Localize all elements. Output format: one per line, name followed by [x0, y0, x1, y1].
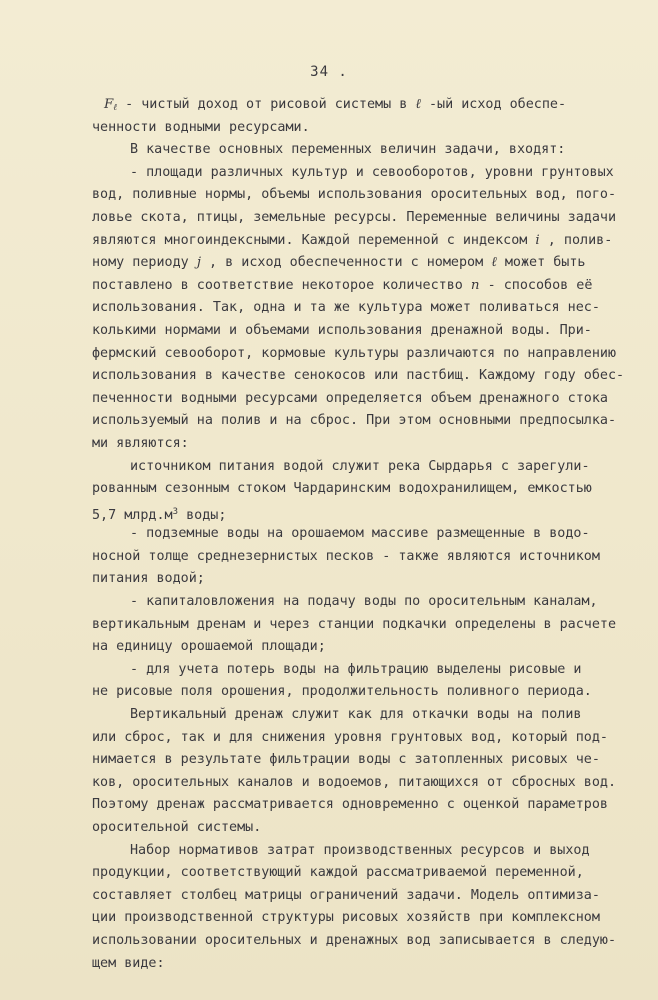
- math-variable: ℓ: [415, 97, 421, 112]
- text-run: Набор нормативов затрат производственных ресурсов и выход: [130, 842, 590, 858]
- text-run: на единицу орошаемой площади;: [92, 639, 326, 655]
- text-run: , полив-: [539, 232, 613, 248]
- text-run: вод, поливные нормы, объемы использования оросительных вод, пого-: [92, 187, 617, 203]
- text-line: [0, 343, 658, 366]
- page-number: 34 .: [310, 64, 348, 80]
- text-line: [0, 749, 658, 772]
- text-line: [0, 591, 658, 614]
- math-variable: j: [196, 255, 201, 271]
- text-line: [0, 297, 658, 320]
- math-variable: i: [535, 232, 540, 248]
- text-line: [0, 184, 658, 207]
- text-line: [0, 930, 658, 953]
- text-run: -ый исход обеспе-: [420, 97, 567, 112]
- text-run: - чистый доход от рисовой системы в: [117, 97, 416, 112]
- text-run: , в исход обеспеченности с номером: [200, 255, 492, 271]
- text-run: вертикальным дренам и через станции подкачки определены в расчете: [92, 616, 617, 632]
- text-line: [0, 659, 658, 682]
- text-line: [0, 252, 658, 275]
- text-line: [0, 794, 658, 817]
- text-run: питания водой;: [92, 571, 205, 587]
- text-line: [0, 546, 658, 569]
- text-run: рованным сезонным стоком Чардаринским водохранилищем, емкостью: [92, 481, 592, 497]
- text-line: [0, 862, 658, 885]
- body-text: [0, 94, 658, 975]
- text-run: печенности водными ресурсами определяется объем дренажного стока: [92, 390, 608, 406]
- text-line: [0, 840, 658, 863]
- text-line: [0, 727, 658, 750]
- text-line: [0, 275, 658, 298]
- text-line: [0, 523, 658, 546]
- text-line: [0, 953, 658, 976]
- text-run: источником питания водой служит река Сырдарья с зарегули-: [130, 458, 590, 474]
- text-line: [0, 456, 658, 479]
- text-run: оросительной системы.: [92, 820, 262, 835]
- text-run: 5,7 млрд.м: [92, 507, 173, 523]
- text-line: [0, 207, 658, 230]
- text-line: [0, 817, 658, 840]
- text-run: носной толще среднезернистых песков - также являются источником: [92, 548, 600, 564]
- text-run: ловье скота, птицы, земельные ресурсы. Переменные величины задачи: [92, 209, 617, 225]
- text-run: продукции, соответствующий каждой рассматриваемой переменной,: [92, 865, 584, 881]
- text-run: ков, оросительных каналов и водоемов, питающихся от сбросных вод.: [92, 774, 617, 790]
- math-subscript: ℓ: [113, 103, 118, 113]
- text-line: [0, 162, 658, 185]
- text-run: может быть: [496, 255, 586, 271]
- text-line: [0, 94, 658, 117]
- math-variable: ℓ: [491, 255, 497, 271]
- text-run: ченности водными ресурсами.: [92, 119, 310, 135]
- text-line: [0, 568, 658, 591]
- text-run: ции производственной структуры рисовых хозяйств при комплексном: [92, 910, 600, 926]
- text-run: ми являются:: [92, 435, 189, 451]
- text-run: поставлено в соответствие некоторое количество: [92, 277, 471, 293]
- text-run: Вертикальный дренаж служит как для откачки воды на полив: [130, 707, 582, 723]
- text-run: - способов её: [479, 277, 593, 293]
- text-line: [0, 388, 658, 411]
- text-line: [0, 117, 658, 140]
- text-line: [0, 614, 658, 637]
- superscript: 3: [172, 506, 179, 517]
- text-run: щем виде:: [92, 955, 165, 971]
- text-line: [0, 501, 658, 524]
- text-run: воды;: [178, 507, 227, 523]
- text-line: [0, 365, 658, 388]
- text-line: [0, 230, 658, 253]
- text-line: [0, 885, 658, 908]
- text-run: Поэтому дренаж рассматривается одновременно с оценкой параметров: [92, 797, 608, 813]
- text-run: фермский севооборот, кормовые культуры различаются по направлению: [92, 345, 617, 361]
- text-line: [0, 410, 658, 433]
- text-run: колькими нормами и объемами использования дренажной воды. При-: [92, 322, 592, 338]
- text-run: - площади различных культур и севооборотов, уровни грунтовых: [130, 164, 614, 180]
- text-run: использовании оросительных и дренажных вод записывается в следую-: [92, 932, 617, 948]
- math-variable: n: [470, 277, 480, 293]
- text-run: использования. Так, одна и та же культура может поливаться нес-: [92, 300, 600, 316]
- text-run: составляет столбец матрицы ограничений задачи. Модель оптимиза-: [92, 887, 600, 903]
- text-run: или сброс, так и для снижения уровня грунтовых вод, который под-: [92, 729, 608, 745]
- text-run: используемый на полив и на сброс. При этом основными предпосылка-: [92, 413, 617, 429]
- text-run: использования в качестве сенокосов или пастбищ. Каждому году обес-: [92, 368, 625, 384]
- math-variable: F: [104, 97, 114, 112]
- text-line: [0, 478, 658, 501]
- text-line: [0, 139, 658, 162]
- text-run: нимается в результате фильтрации воды с затопленных рисовых че-: [92, 752, 600, 768]
- text-run: являются многоиндексными. Каждой переменной с индексом: [92, 232, 536, 248]
- text-line: [0, 681, 658, 704]
- text-run: В качестве основных переменных величин задачи, входят:: [130, 142, 566, 158]
- text-line: [0, 772, 658, 795]
- text-run: - капиталовложения на подачу воды по оросительным каналам,: [130, 594, 598, 610]
- text-line: [0, 704, 658, 727]
- text-line: [0, 433, 658, 456]
- text-run: - подземные воды на орошаемом массиве размещенные в водо-: [130, 526, 590, 542]
- text-line: [0, 320, 658, 343]
- text-run: - для учета потерь воды на фильтрацию выделены рисовые и: [130, 661, 582, 677]
- text-line: [0, 636, 658, 659]
- text-line: [0, 907, 658, 930]
- text-run: не рисовые поля орошения, продолжительность поливного периода.: [92, 684, 592, 700]
- text-run: ному периоду: [92, 255, 197, 271]
